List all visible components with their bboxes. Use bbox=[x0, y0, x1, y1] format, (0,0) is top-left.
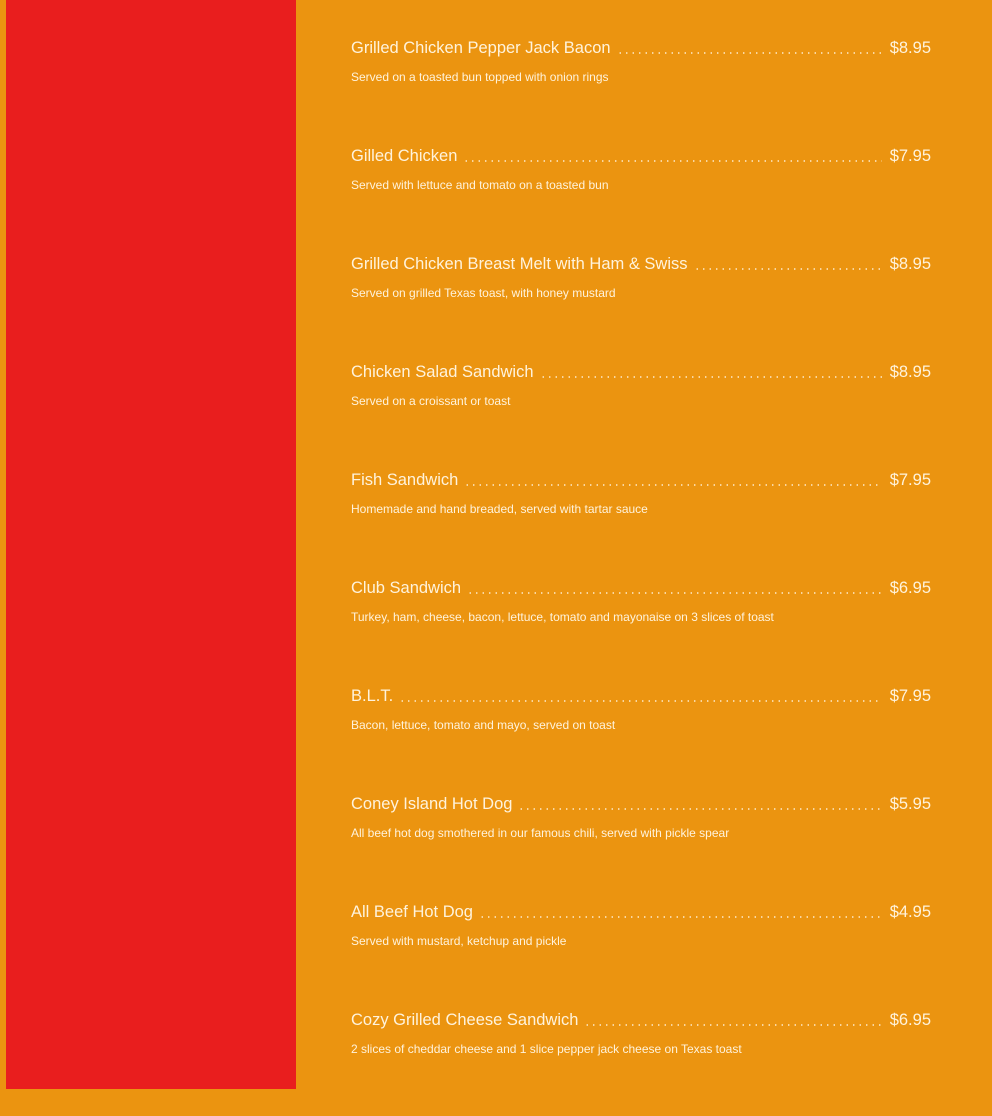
menu-item bbox=[351, 360, 931, 468]
menu-item-description: Served on grilled Texas toast, with honey mustard bbox=[351, 286, 616, 300]
dot-leader bbox=[399, 700, 882, 702]
menu-item-header bbox=[351, 360, 931, 384]
menu-item bbox=[351, 36, 931, 144]
menu-item-header bbox=[351, 36, 931, 60]
menu-item bbox=[351, 468, 931, 576]
menu-item-name: Fish Sandwich bbox=[351, 471, 459, 489]
dot-leader bbox=[467, 592, 882, 594]
dot-leader bbox=[540, 376, 882, 378]
menu-item-description: Served on a toasted bun topped with onion rings bbox=[351, 70, 609, 84]
menu-item bbox=[351, 144, 931, 252]
menu-item-header bbox=[351, 1008, 931, 1032]
menu-item-description: Homemade and hand breaded, served with tartar sauce bbox=[351, 502, 648, 516]
menu-item-name: B.L.T. bbox=[351, 687, 394, 705]
menu-item-name: Chicken Salad Sandwich bbox=[351, 363, 534, 381]
menu-item bbox=[351, 684, 931, 792]
menu-item-price: $8.95 bbox=[889, 363, 931, 381]
menu-item bbox=[351, 576, 931, 684]
menu-item-price: $4.95 bbox=[889, 903, 931, 921]
menu-item-header bbox=[351, 252, 931, 276]
menu-item-price: $5.95 bbox=[889, 795, 931, 813]
menu-item-price: $6.95 bbox=[889, 1011, 931, 1029]
menu-item-description: Turkey, ham, cheese, bacon, lettuce, tomato and mayonaise on 3 slices of toast bbox=[351, 610, 774, 624]
dot-leader bbox=[464, 484, 881, 486]
menu-item-name: Club Sandwich bbox=[351, 579, 462, 597]
menu-item-header bbox=[351, 792, 931, 816]
dot-leader bbox=[463, 160, 881, 162]
menu-item-header bbox=[351, 900, 931, 924]
menu-list bbox=[351, 36, 931, 1116]
dot-leader bbox=[584, 1024, 881, 1026]
dot-leader bbox=[479, 916, 882, 918]
menu-item-price: $8.95 bbox=[889, 255, 931, 273]
menu-item-header bbox=[351, 468, 931, 492]
sidebar-panel bbox=[0, 0, 296, 1089]
menu-item-price: $7.95 bbox=[889, 687, 931, 705]
menu-item-header bbox=[351, 576, 931, 600]
menu-item-description: Served with lettuce and tomato on a toasted bun bbox=[351, 178, 609, 192]
menu-item-price: $6.95 bbox=[889, 579, 931, 597]
dot-leader bbox=[694, 268, 882, 270]
menu-item bbox=[351, 1008, 931, 1116]
menu-item-price: $7.95 bbox=[889, 471, 931, 489]
menu-item-description: 2 slices of cheddar cheese and 1 slice pepper jack cheese on Texas toast bbox=[351, 1042, 742, 1056]
menu-item-price: $8.95 bbox=[889, 39, 931, 57]
menu-item bbox=[351, 792, 931, 900]
menu-item-name: Cozy Grilled Cheese Sandwich bbox=[351, 1011, 579, 1029]
menu-item-description: Served with mustard, ketchup and pickle bbox=[351, 934, 567, 948]
menu-item-header bbox=[351, 684, 931, 708]
dot-leader bbox=[617, 52, 882, 54]
dot-leader bbox=[518, 808, 881, 810]
menu-item bbox=[351, 900, 931, 1008]
menu-item-description: Bacon, lettuce, tomato and mayo, served on toast bbox=[351, 718, 616, 732]
menu-item-description: Served on a croissant or toast bbox=[351, 394, 511, 408]
menu-item-description: All beef hot dog smothered in our famous chili, served with pickle spear bbox=[351, 826, 730, 840]
menu-item bbox=[351, 252, 931, 360]
menu-item-name: Gilled Chicken bbox=[351, 147, 458, 165]
menu-item-name: Grilled Chicken Pepper Jack Bacon bbox=[351, 39, 611, 57]
menu-item-name: Grilled Chicken Breast Melt with Ham & Swiss bbox=[351, 255, 688, 273]
menu-item-header bbox=[351, 144, 931, 168]
menu-item-price: $7.95 bbox=[889, 147, 931, 165]
menu-item-name: All Beef Hot Dog bbox=[351, 903, 473, 921]
menu-item-name: Coney Island Hot Dog bbox=[351, 795, 513, 813]
